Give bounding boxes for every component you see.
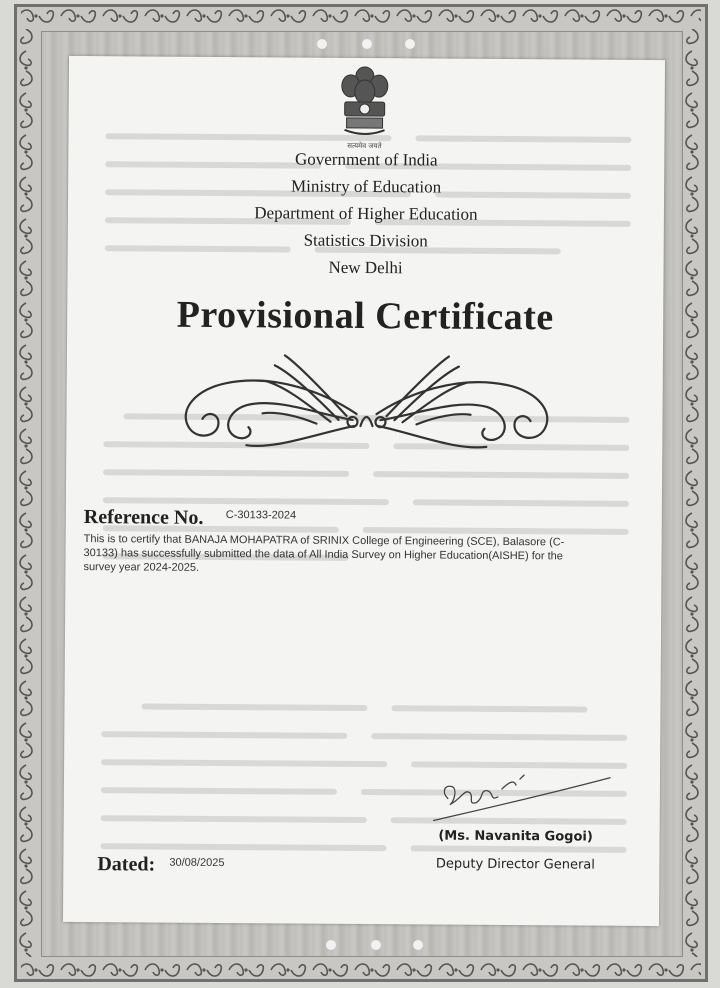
division-line: Statistics Division: [303, 230, 428, 251]
signature-mark: [424, 758, 614, 829]
ministry-line: Ministry of Education: [290, 176, 442, 197]
city-line: New Delhi: [328, 257, 403, 278]
emblem-motto: सत्यमेव जयते: [347, 141, 382, 151]
frame-dot: [405, 39, 415, 49]
reference-number: C-30133-2024: [225, 509, 297, 522]
government-line: Government of India: [294, 149, 438, 170]
reference-label: Reference No.: [83, 506, 204, 529]
statement-line: survey year 2024-2025.: [83, 561, 200, 574]
dated-label: Dated:: [97, 853, 156, 876]
signatory-name: (Ms. Navanita Gogoi): [438, 828, 593, 845]
signatory-designation: Deputy Director General: [435, 856, 595, 873]
frame-dot: [371, 940, 381, 950]
certificate-paper: [63, 56, 665, 926]
frame-dot: [413, 940, 423, 950]
dated-value: 30/08/2025: [169, 856, 225, 870]
statement-line: 30133) has successfully submitted the data of All India Survey on Higher Education(AISHE) for the: [83, 547, 563, 563]
department-line: Department of Higher Education: [254, 203, 478, 224]
frame-dot: [317, 39, 327, 49]
decorative-flourish-icon: [166, 353, 567, 476]
frame-dot: [362, 39, 372, 49]
national-emblem-icon: [336, 64, 393, 142]
frame-dot: [326, 940, 336, 950]
statement-line: This is to certify that BANAJA MOHAPATRA of SRINIX College of Engineering (SCE), Balasore (C-: [83, 533, 565, 549]
certificate-title: Provisional Certificate: [176, 293, 554, 339]
certification-statement: [83, 532, 655, 578]
